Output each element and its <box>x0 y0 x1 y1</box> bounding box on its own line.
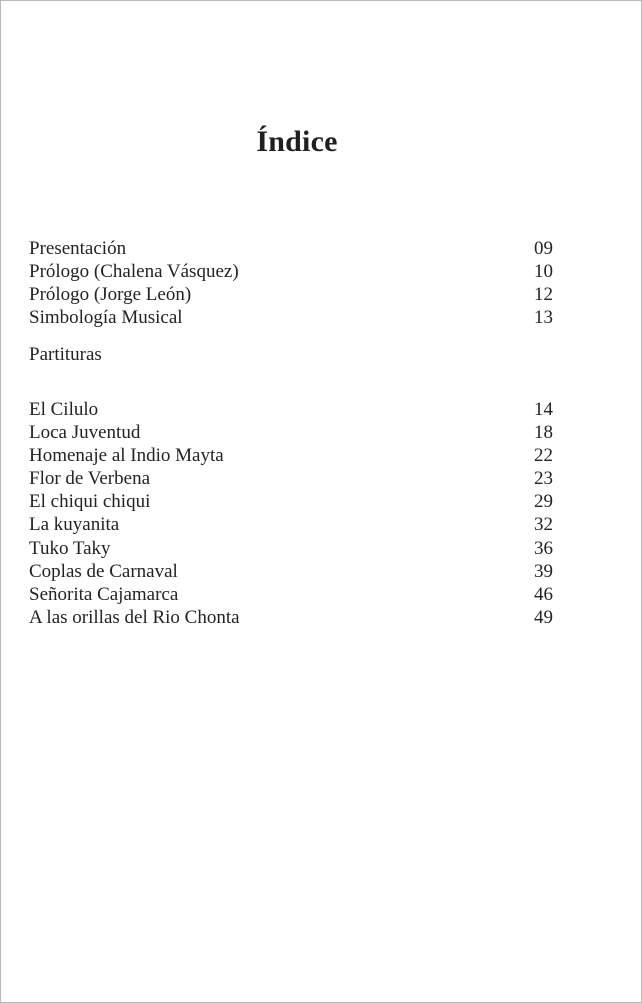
section-heading-partituras: Partituras <box>29 344 102 365</box>
toc-entry-label: El Cilulo <box>29 399 99 420</box>
toc-entry-label: Homenaje al Indio Mayta <box>29 445 224 467</box>
toc-front-matter <box>29 229 553 329</box>
toc-entry-page: 29 <box>534 491 553 513</box>
toc-entry-page: 23 <box>534 468 553 490</box>
toc-entry-page: 32 <box>534 514 553 536</box>
toc-entry-label: Presentación <box>29 238 127 259</box>
toc-entry-page: 10 <box>534 261 553 283</box>
toc-entry-page: 14 <box>534 399 553 420</box>
toc-entry-label: Prólogo (Jorge León) <box>29 284 192 306</box>
toc-entry-page: 12 <box>534 284 553 306</box>
toc-entry-page: 46 <box>534 583 553 605</box>
toc-entry-label: Señorita Cajamarca <box>29 583 179 605</box>
toc-entry <box>29 390 553 420</box>
toc-entry-label: Loca Juventud <box>29 422 141 444</box>
toc-entry-page: 36 <box>534 537 553 559</box>
toc-entry-label: El chiqui chiqui <box>29 491 151 513</box>
toc-entry-page: 49 <box>534 606 553 628</box>
toc-entry-page: 09 <box>534 238 553 259</box>
toc-entry-page: 22 <box>534 445 553 467</box>
toc-entry-label: Tuko Taky <box>29 537 111 559</box>
toc-entry <box>29 413 553 444</box>
toc-entry-label: Flor de Verbena <box>29 468 151 490</box>
toc-entry-page: 18 <box>534 422 553 444</box>
toc-entry <box>29 229 553 259</box>
toc-entry-label: La kuyanita <box>29 514 120 536</box>
toc-entry-page: 13 <box>534 307 553 329</box>
toc-entry-label: Prólogo (Chalena Vásquez) <box>29 261 239 283</box>
page-title: Índice <box>256 125 338 158</box>
toc-entry-label: Simbología Musical <box>29 307 183 329</box>
toc-entry-page: 39 <box>534 560 553 582</box>
toc-scores <box>29 390 553 628</box>
toc-entry-label: Coplas de Carnaval <box>29 560 178 582</box>
toc-entry-label: A las orillas del Rio Chonta <box>29 606 240 628</box>
